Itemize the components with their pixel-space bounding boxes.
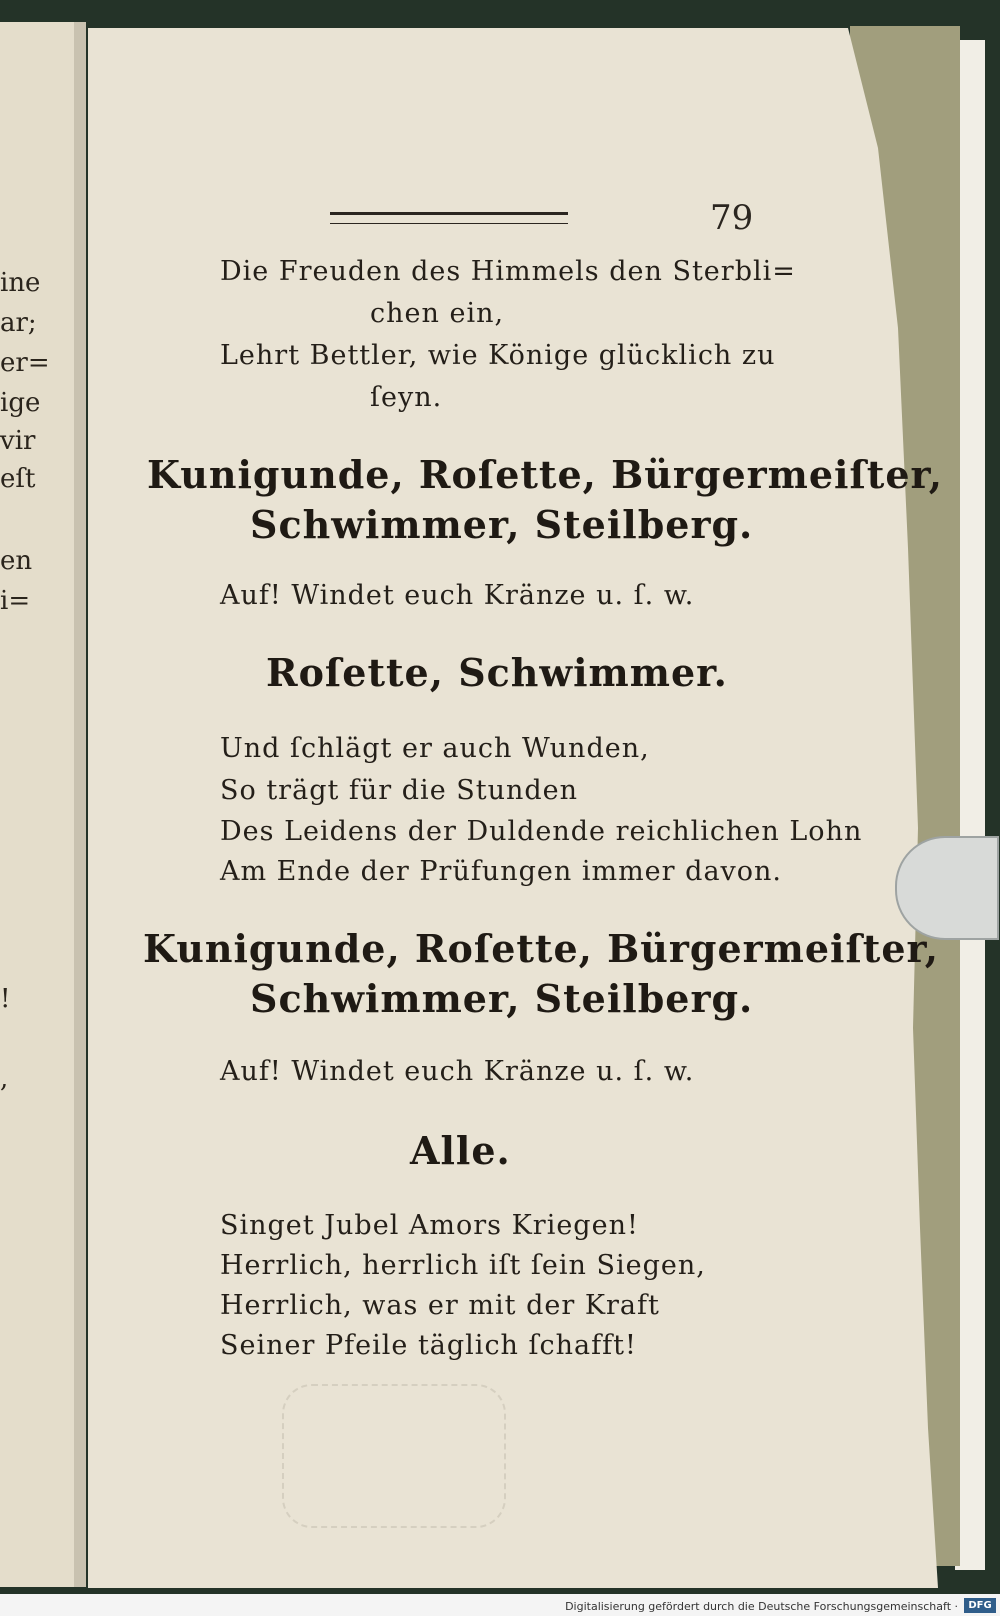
book-gutter <box>74 22 86 1587</box>
text-line: Lehrt Bettler, wie Könige glücklich zu <box>220 340 776 371</box>
refrain-line: Auf! Windet euch Kränze u. ſ. w. <box>220 580 695 611</box>
left-page-edge <box>0 22 74 1587</box>
page-number: 79 <box>710 198 754 238</box>
verse-line: Am Ende der Prüfungen immer davon. <box>220 856 783 887</box>
left-fragment: ine <box>0 268 41 298</box>
speaker-heading: Kunigunde, Roſette, Bürgermeiſter, <box>147 452 944 497</box>
left-fragment: , <box>0 1064 9 1094</box>
verse-line: Herrlich, herrlich iſt ſein Siegen, <box>220 1250 706 1281</box>
left-fragment: ige <box>0 388 41 418</box>
speaker-heading: Roſette, Schwimmer. <box>266 650 728 695</box>
footer-bar <box>0 1594 1000 1616</box>
left-fragment: er= <box>0 348 50 378</box>
text-line: ſeyn. <box>370 382 443 413</box>
page-clip <box>895 836 999 940</box>
verse-line: Des Leidens der Duldende reichlichen Lohn <box>220 816 863 847</box>
speaker-heading: Schwimmer, Steilberg. <box>250 976 754 1021</box>
speaker-heading: Alle. <box>410 1128 511 1173</box>
left-fragment: eſt <box>0 464 36 494</box>
left-fragment: en <box>0 546 33 576</box>
speaker-heading: Schwimmer, Steilberg. <box>250 502 754 547</box>
header-rule <box>330 212 568 224</box>
speaker-heading: Kunigunde, Roſette, Bürgermeiſter, <box>143 926 940 971</box>
left-fragment: ar; <box>0 308 37 338</box>
refrain-line: Auf! Windet euch Kränze u. ſ. w. <box>220 1056 695 1087</box>
left-fragment: i= <box>0 586 31 616</box>
text-line: Die Freuden des Himmels den Sterbli= <box>220 256 796 287</box>
faded-stamp <box>282 1384 506 1528</box>
text-line: chen ein, <box>370 298 505 329</box>
verse-line: So trägt für die Stunden <box>220 775 579 806</box>
footer-credit: Digitalisierung gefördert durch die Deutsche Forschungsgemeinschaft · <box>565 1600 958 1613</box>
dfg-logo: DFG <box>964 1598 996 1613</box>
verse-line: Herrlich, was er mit der Kraft <box>220 1290 660 1321</box>
left-fragment: vir <box>0 426 36 456</box>
verse-line: Und ſchlägt er auch Wunden, <box>220 733 650 764</box>
verse-line: Seiner Pfeile täglich ſchafft! <box>220 1330 637 1361</box>
verse-line: Singet Jubel Amors Kriegen! <box>220 1210 639 1241</box>
left-fragment: ! <box>0 984 11 1014</box>
